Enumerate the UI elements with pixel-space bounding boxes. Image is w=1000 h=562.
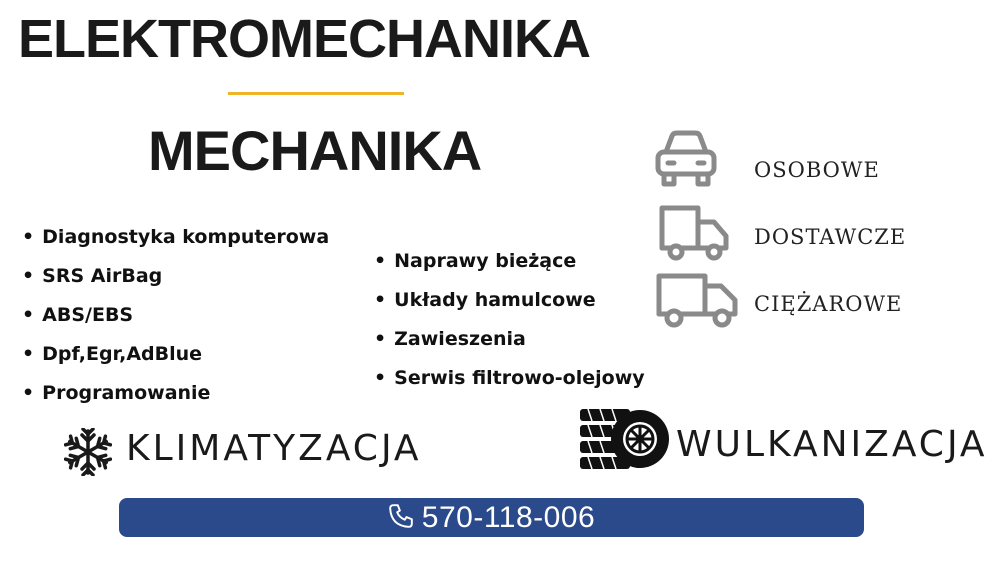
snowflake-icon bbox=[64, 428, 112, 480]
service-klimatyzacja: KLIMATYZACJA bbox=[126, 428, 422, 469]
list-item: • SRS AirBag bbox=[22, 257, 329, 296]
vehicle-label-dostawcze: DOSTAWCZE bbox=[754, 225, 907, 249]
list-item: • Zawieszenia bbox=[374, 320, 645, 359]
services-list-left bbox=[22, 218, 329, 413]
truck-icon bbox=[655, 270, 739, 334]
list-item: • Programowanie bbox=[22, 374, 329, 413]
service-wulkanizacja: WULKANIZACJA bbox=[676, 424, 988, 465]
list-item: • Układy hamulcowe bbox=[374, 281, 645, 320]
services-list-right bbox=[374, 242, 645, 398]
phone-icon bbox=[388, 503, 414, 533]
tires-icon bbox=[578, 406, 670, 476]
page-title: ELEKTROMECHANIKA bbox=[18, 9, 590, 69]
car-icon bbox=[654, 128, 718, 194]
list-item: • Naprawy bieżące bbox=[374, 242, 645, 281]
van-icon bbox=[658, 202, 730, 268]
vehicle-label-osobowe: OSOBOWE bbox=[754, 158, 880, 182]
vehicle-label-ciezarowe: CIĘŻAROWE bbox=[754, 292, 903, 316]
list-item: • Dpf,Egr,AdBlue bbox=[22, 335, 329, 374]
phone-number[interactable]: 570-118-006 bbox=[421, 500, 596, 534]
phone-bar[interactable] bbox=[119, 498, 864, 537]
list-item: • Diagnostyka komputerowa bbox=[22, 218, 329, 257]
page-subtitle: MECHANIKA bbox=[148, 119, 482, 182]
title-divider bbox=[228, 92, 404, 95]
list-item: • ABS/EBS bbox=[22, 296, 329, 335]
list-item: • Serwis filtrowo-olejowy bbox=[374, 359, 645, 398]
